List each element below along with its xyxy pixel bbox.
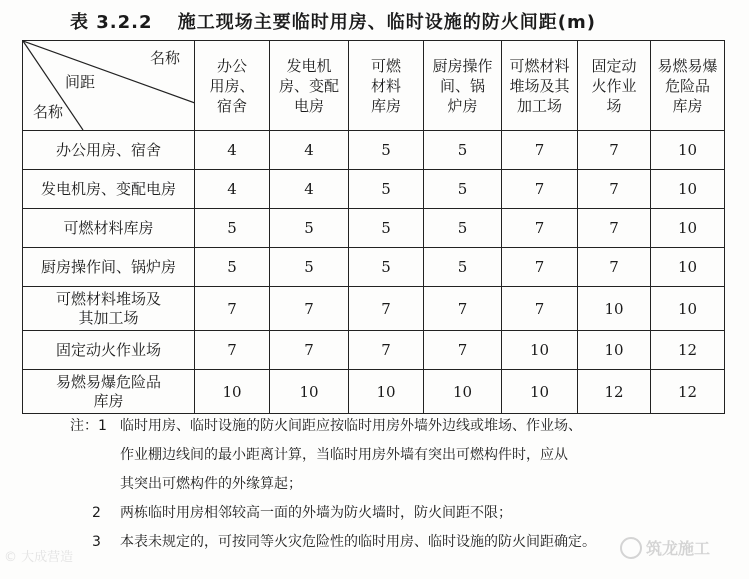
table-cell: 10 [578,331,651,370]
column-header: 办公 用房、 宿舍 [195,41,270,131]
header-row [23,41,725,131]
row-header: 发电机房、变配电房 [23,170,195,209]
table-cell: 7 [578,209,651,248]
table-row [23,209,725,248]
table-cell: 5 [195,248,270,287]
column-header: 可燃 材料 库房 [349,41,424,131]
table-cell: 4 [195,131,270,170]
table-cell: 5 [349,170,424,209]
note-line: 临时用房、临时设施的防火间距应按临时用房外墙外边线或堆场、作业场、 [120,418,582,434]
table-cell: 7 [195,287,270,331]
table-cell: 5 [270,209,349,248]
table-row [23,131,725,170]
table-cell: 7 [502,170,578,209]
note-line: 其突出可燃构件的外缘算起； [120,476,302,492]
table-cell: 7 [502,287,578,331]
note-line: 本表未规定的，可按同等火灾危险性的临时用房、临时设施的防火间距确定。 [120,534,596,550]
table-title [70,8,690,38]
table-cell: 5 [270,248,349,287]
table-cell: 5 [349,131,424,170]
table-cell: 5 [424,170,502,209]
corner-middle-label: 间距 [65,73,96,91]
table-cell: 12 [651,370,725,414]
row-header: 可燃材料堆场及 其加工场 [23,287,195,331]
table-cell: 7 [578,131,651,170]
table-cell: 4 [270,170,349,209]
corner-top-label: 名称 [149,49,180,67]
table-cell: 12 [578,370,651,414]
table-number: 表 3.2.2 [70,12,153,33]
row-header: 固定动火作业场 [23,331,195,370]
table-cell: 7 [502,209,578,248]
table-cell: 7 [195,331,270,370]
table-cell: 10 [502,370,578,414]
note-mark: 注：1 [70,418,107,434]
table-row [23,248,725,287]
table-cell: 5 [424,131,502,170]
corner-cell [23,41,195,131]
note-line: 两栋临时用房相邻较高一面的外墙为防火墙时，防火间距不限； [120,505,512,521]
column-header: 固定动 火作业 场 [578,41,651,131]
table-cell: 10 [651,209,725,248]
table-cell: 10 [424,370,502,414]
table-cell: 7 [270,331,349,370]
watermark-right [620,536,710,559]
column-header: 可燃材料 堆场及其 加工场 [502,41,578,131]
table-cell: 5 [195,209,270,248]
table-cell: 10 [502,331,578,370]
table-title-text: 施工现场主要临时用房、临时设施的防火间距(m) [177,12,597,33]
table-cell: 10 [578,287,651,331]
row-header: 可燃材料库房 [23,209,195,248]
fire-distance-table [22,40,725,414]
table-row [23,170,725,209]
table-cell: 4 [195,170,270,209]
table-cell: 7 [502,131,578,170]
row-header: 办公用房、宿舍 [23,131,195,170]
table-cell: 5 [424,248,502,287]
table-cell: 10 [195,370,270,414]
table-row [23,287,725,331]
column-header: 厨房操作 间、锅 炉房 [424,41,502,131]
table-cell: 7 [502,248,578,287]
column-header: 易燃易爆 危险品 库房 [651,41,725,131]
wechat-icon [620,537,642,559]
row-header: 易燃易爆危险品 库房 [23,370,195,414]
column-header: 发电机 房、变配 电房 [270,41,349,131]
table-row [23,370,725,414]
table-row [23,331,725,370]
note-mark: 3 [92,534,101,550]
table-cell: 5 [349,248,424,287]
watermark-right-text: 筑龙施工 [646,539,711,558]
corner-bottom-label: 名称 [33,103,64,121]
table-cell: 10 [651,170,725,209]
table-cell: 10 [651,131,725,170]
table-cell: 5 [349,209,424,248]
table-cell: 7 [349,331,424,370]
note-item [70,499,730,528]
table-cell: 7 [424,331,502,370]
table-cell: 4 [270,131,349,170]
table-cell: 10 [651,287,725,331]
note-mark: 2 [92,505,101,521]
table-cell: 10 [651,248,725,287]
watermark-left: © 大成营造 [4,550,74,565]
table-cell: 7 [270,287,349,331]
table-cell: 7 [349,287,424,331]
table-cell: 10 [349,370,424,414]
note-item [70,412,730,499]
table-cell: 7 [424,287,502,331]
row-header: 厨房操作间、锅炉房 [23,248,195,287]
table-cell: 10 [270,370,349,414]
note-line: 作业棚边线间的最小距离计算，当临时用房外墙有突出可燃构件时，应从 [120,447,568,463]
table-cell: 7 [578,170,651,209]
table-cell: 7 [578,248,651,287]
table-cell: 5 [424,209,502,248]
table-cell: 12 [651,331,725,370]
